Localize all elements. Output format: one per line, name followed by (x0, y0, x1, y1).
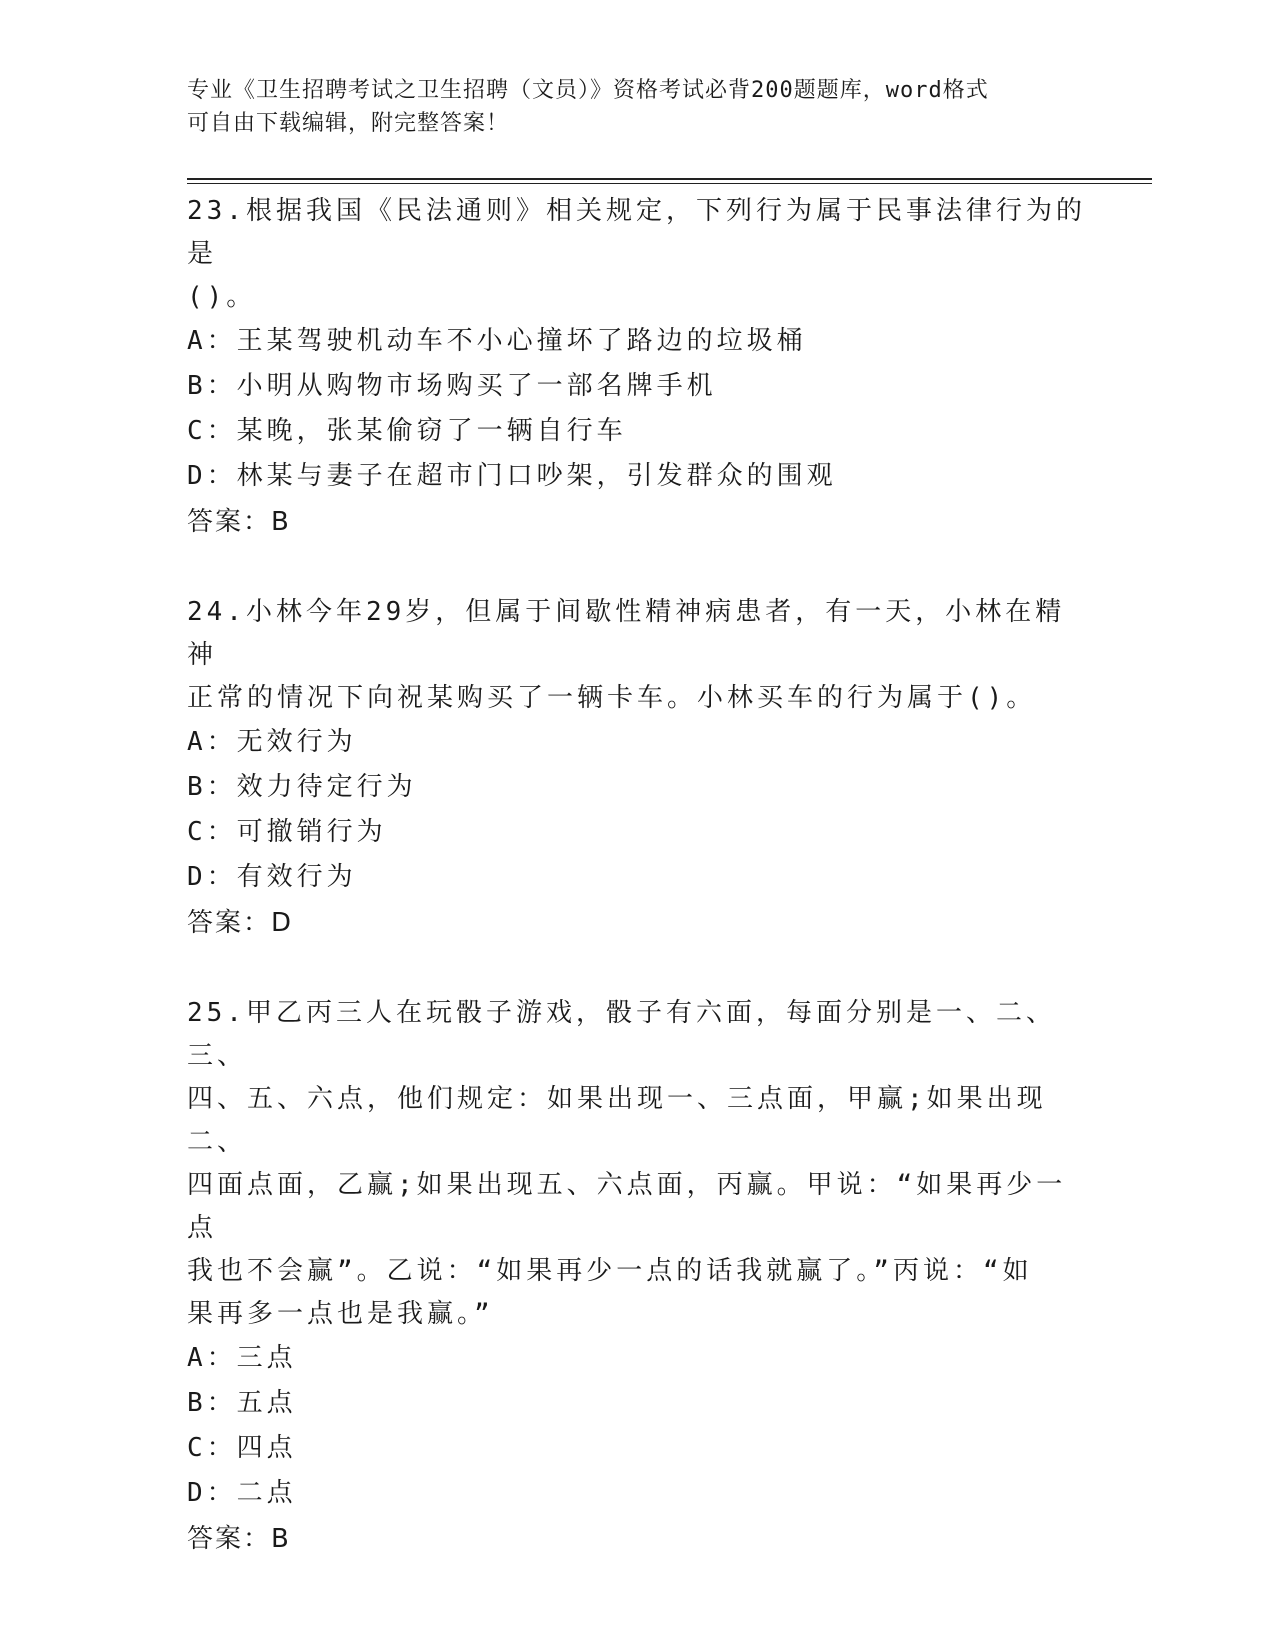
option-a: A：三点 (187, 1343, 297, 1373)
answer-line: 答案：D (187, 908, 294, 938)
answer-line: 答案：B (187, 1524, 291, 1554)
question-text-line: 25.甲乙丙三人在玩骰子游戏，骰子有六面，每面分别是一、二、三、 (187, 998, 1056, 1071)
question-text-line: 23.根据我国《民法通则》相关规定，下列行为属于民事法律行为的是 (187, 196, 1086, 269)
document-header (187, 74, 1067, 140)
option-b: B：效力待定行为 (187, 772, 417, 802)
question-text-line: 正常的情况下向祝某购买了一辆卡车。小林买车的行为属于()。 (187, 683, 1037, 713)
question-block-25 (187, 992, 1087, 1562)
option-a: A：无效行为 (187, 727, 357, 757)
option-c: C：可撤销行为 (187, 817, 387, 847)
question-block-23 (187, 190, 1087, 545)
option-d: D：有效行为 (187, 862, 357, 892)
option-c: C：某晚，张某偷窃了一辆自行车 (187, 416, 627, 446)
option-b: B：小明从购物市场购买了一部名牌手机 (187, 371, 717, 401)
option-d: D：二点 (187, 1478, 297, 1508)
answer-line: 答案：B (187, 507, 291, 537)
question-text-line: 四、五、六点，他们规定：如果出现一、三点面，甲赢;如果出现二、 (187, 1084, 1047, 1157)
question-block-24 (187, 591, 1087, 946)
question-text-line: 24.小林今年29岁，但属于间歇性精神病患者，有一天，小林在精神 (187, 597, 1066, 670)
question-text-line: 四面点面，乙赢;如果出现五、六点面，丙赢。甲说：“如果再少一点 (187, 1170, 1067, 1243)
option-c: C：四点 (187, 1433, 297, 1463)
option-b: B：五点 (187, 1388, 297, 1418)
option-a: A：王某驾驶机动车不小心撞坏了路边的垃圾桶 (187, 326, 807, 356)
header-line-1: 专业《卫生招聘考试之卫生招聘（文员）》资格考试必背200题题库，word格式 (187, 78, 989, 103)
option-d: D：林某与妻子在超市门口吵架，引发群众的围观 (187, 461, 837, 491)
question-text-line: 我也不会赢”。乙说：“如果再少一点的话我就赢了。”丙说：“如 (187, 1256, 1033, 1286)
header-line-2: 可自由下载编辑，附完整答案！ (187, 111, 510, 136)
question-list (187, 190, 1087, 1608)
question-text-line: 果再多一点也是我赢。” (187, 1299, 494, 1329)
question-text-line: ()。 (187, 282, 257, 312)
header-divider-thick (187, 178, 1152, 180)
header-divider-thin (187, 183, 1152, 184)
